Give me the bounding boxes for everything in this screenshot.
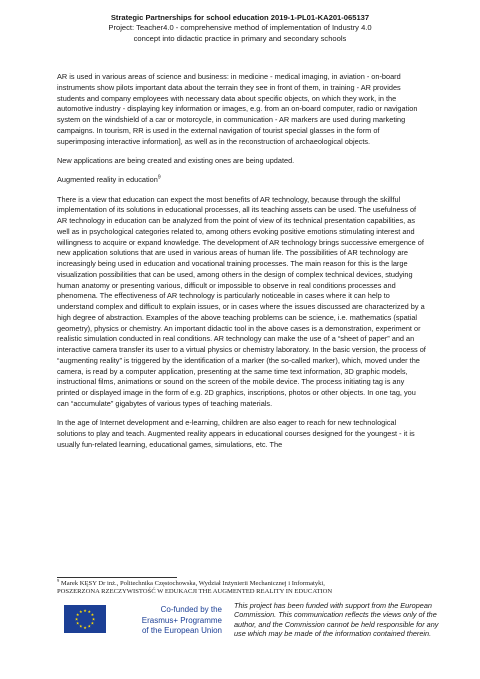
header-project-line-1: Project: Teacher4.0 - comprehensive method of implementation of Industry 4.0: [108, 23, 372, 33]
header-project-line-2: concept into didactic practice in primary and secondary schools: [133, 33, 347, 43]
cofunded-line-3: of the European Union: [141, 626, 222, 636]
document-body: [57, 72, 427, 459]
footnote: [57, 577, 447, 597]
eu-star-icon: ★: [83, 608, 87, 613]
footnote-separator: [57, 577, 177, 578]
eu-star-icon: ★: [91, 617, 96, 622]
cofunded-line-1: Co-funded by the: [160, 605, 222, 614]
section-heading-text: Augmented reality in education: [57, 175, 158, 185]
eu-star-icon: ★: [90, 613, 95, 618]
footnote-line-2: POSZERZONA RZECZYWISTOŚĆ W EDUKACJI THE AUGMENTED REALITY IN EDUCATION: [57, 588, 333, 596]
paragraph-new-applications: New applications are being created and existing ones are being updated.: [57, 155, 295, 165]
footnote-ref[interactable]: 9: [157, 174, 161, 181]
eu-flag-icon: [64, 605, 106, 633]
eu-star-icon: ★: [90, 621, 95, 626]
section-heading: [57, 175, 427, 186]
paragraph-internet-age: In the age of Internet development and e-learning, children are also eager to reach for new technological solutions to play and teach. Augmented reality appears in educational courses designed for the youngest - it is usually fun-related learning, educational games, simulations, etc. The: [57, 418, 415, 449]
footnote-text-1: Marek KĘSY Dr inż., Politechnika Częstochowska, Wydział Inżynierii Mechanicznej i Informatyki,: [59, 580, 325, 587]
cofunded-label: [112, 605, 222, 637]
cofunded-line-2: Erasmus+ Programme: [141, 615, 222, 625]
footnote-number: 9: [57, 577, 60, 583]
eu-star-icon: ★: [87, 624, 91, 629]
header-title: Strategic Partnerships for school education 2019-1-PL01-KA201-065137: [110, 13, 370, 22]
funding-disclaimer: This project has been funded with support from the European Commission. This communication reflects the views only of the author, and the Commission cannot be held responsible for any use which may be made of the information contained therein.: [234, 601, 439, 638]
eu-star-icon: ★: [75, 621, 80, 626]
paragraph-ar-uses: AR is used in various areas of science and business: in medicine - medical imaging, in aviation - on-board instruments show pilots important data about the terrain they see in front of them, in training - AR provides students and company employees with necessary data about specific objects, on which they work, in the automotive industry - displaying key information or images, e.g. from an on-board computer, radio or navigation system on the windshield of a car or motorcycle, in communication - AR markers are used during marketing campaigns. In tourism, RR is used in the external navigation of tourist special glasses in the form of superimposing interactive information], as well as in the reconstruction of archaeological objects.: [57, 72, 418, 146]
paragraph-ar-education: There is a view that education can expect the most benefits of AR technology, because through the skillful implementation of its solutions in educational processes, all its teaching assets can be used. The usefulness of AR technology in education can be analyzed from the point of view of its technical presentation capabilities, as well as in psychological categories related to, among others evoking positive emotions stimulating interest and willingness to acquire or expand knowledge. The development of AR technology brings successive emergence of new application solutions that are used in various areas of human life. The possibilities of AR technology are increasingly being used in education and vocational training processes. The main reason for this is the large visualization possibilities that can be used, among others in the design of complex technical devices, studying human anatomy or presenting various, difficult or impossible to observe in real conditions processes and phenomena. The effectiveness of AR technology is particularly noticeable in cases where it can help to understand complex and difficult to explain issues, or in cases where the issues discussed are characterized by a high degree of abstraction. Examples of the above teaching problems can be science, i.e. mathematics (spatial geometry), physics or chemistry. An important didactic tool in the above cases is a demonstration, experiment or realistic simulation conducted in real conditions. AR technology can make the use of a “sheet of paper” and an interactive camera transfer its user to a virtual physics or chemistry laboratory. In the basic version, the process of “augmenting reality” is triggered by the identification of a marker (the so-called marker), which, moved under the camera, is read by a computer application, presenting at the same time text information, 3D graphic models, instructional films, animations or sound on the screen of the mobile device. The process initiating tag is any printed or displayed image in the form of e.g. 2D graphics, inscriptions, photos or other objects. In one tag, you can “accumulate” gigabytes of various types of teaching materials.: [57, 194, 426, 408]
eu-star-icon: ★: [75, 613, 80, 618]
eu-star-icon: ★: [83, 625, 87, 630]
eu-star-icon: ★: [87, 609, 91, 614]
page-header: [40, 13, 440, 44]
eu-star-icon: ★: [79, 609, 83, 614]
page-footer: [64, 600, 444, 660]
eu-star-icon: ★: [79, 624, 83, 629]
eu-star-icon: ★: [74, 617, 79, 622]
